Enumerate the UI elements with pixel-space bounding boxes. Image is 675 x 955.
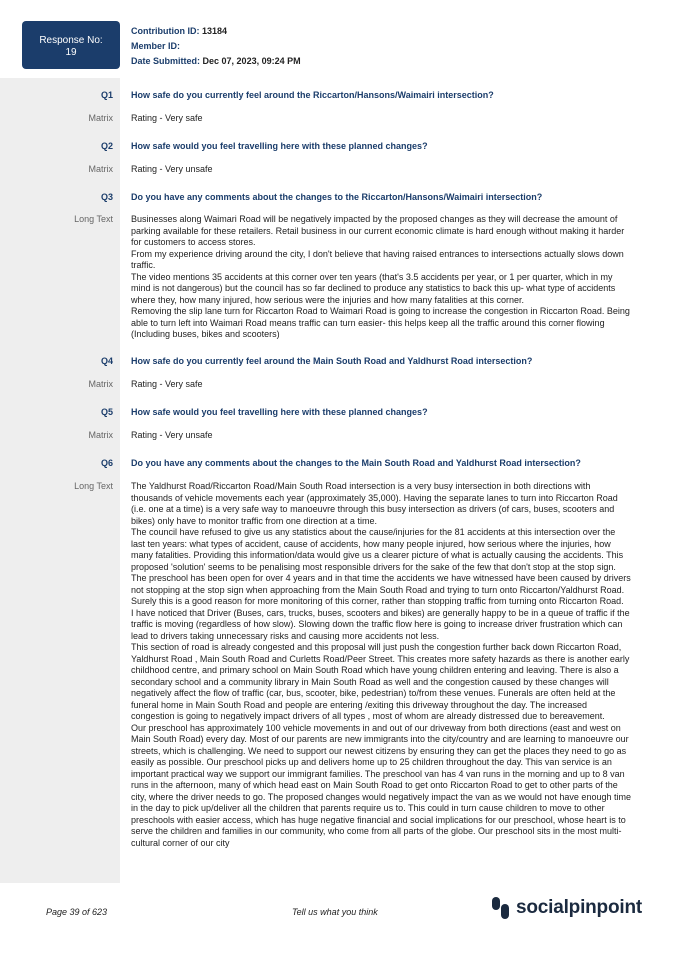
answer-paragraph: Businesses along Waimari Road will be negatively impacted by the proposed changes as they will decrease the amount of parking available for these retailers. Retail business in our current economic climate is hard enough without making it harder for customers to access stores.	[131, 214, 625, 247]
question-type: Long Text	[74, 214, 113, 224]
answer-text: Rating - Very safe	[131, 379, 203, 389]
answer-text-block	[131, 481, 631, 849]
submission-meta	[131, 24, 301, 69]
contribution-id-line	[131, 24, 301, 39]
answer-paragraph: This section of road is already congested and this proposal will just push the congestion further back down Riccarton Road, Yaldhurst Road , Main South Road and Curletts Road/Peer Street. This creates more safety hazards as there is another early childhood centre, and primary school on Main South Road which have young children entering and leaving. There is also a secondary school and a community library in Main South Road as well and the congestion caused by these changes will negatively affect the flow of traffic (car, bus, scooter, bike, pedestrian) to/from these venues. Funerals are often held at the funeral home in Main South Road and people are entering /exiting this driveway throughout the day. The increased congestion is going to negatively impact drivers of all types , most of whom are already distressed due to bereavement.	[131, 642, 630, 721]
answer-paragraph: I have noticed that Driver (Buses, cars, trucks, buses, scooters and bikes) are generally happy to be in a queue of traffic if the traffic is moving (regardless of how slow). Slowing down the traffic flow here is going to increase driver frustration which can lead to drivers taking unnecessary risks and causing more accidents not less.	[131, 607, 630, 641]
question-type: Matrix	[88, 430, 113, 440]
contribution-id-label: Contribution ID:	[131, 26, 200, 36]
answer-paragraph: The Yaldhurst Road/Riccarton Road/Main South Road intersection is a very busy intersection in both directions with thousands of vehicle movements each year (approximately 35,000). Having the separate lanes to turn into Riccarton Road (i.e. one at a time) is a very safe way to manoeuvre through this busy intersection as drivers (of cars, buses, scooters and bikes) only have to monitor traffic from one direction at a time.	[131, 481, 618, 526]
question-type: Matrix	[88, 379, 113, 389]
question-text: How safe do you currently feel around the Main South Road and Yaldhurst Road intersection?	[131, 356, 533, 366]
date-submitted-line	[131, 54, 301, 69]
question-number: Q2	[100, 141, 113, 151]
answer-text-block	[131, 214, 631, 341]
answer-paragraph: From my experience driving around the city, I don't believe that having raised entrances to intersections actually slows down traffic.	[131, 248, 624, 270]
question-type: Matrix	[88, 164, 113, 174]
page-number: Page 39 of 623	[46, 907, 108, 917]
response-number: 19	[65, 47, 77, 58]
socialpinpoint-logo	[492, 896, 642, 920]
answer-text: Rating - Very unsafe	[131, 164, 213, 174]
question-number: Q3	[100, 192, 113, 202]
contribution-id-value: 13184	[202, 26, 228, 36]
question-number: Q1	[100, 90, 113, 100]
question-text: How safe do you currently feel around the Riccarton/Hansons/Waimairi intersection?	[131, 90, 494, 100]
answer-paragraph: Our preschool has approximately 100 vehicle movements in and out of our driveway from both directions (east and west on Main South Road) every day. Most of our parents are new immigrants into the city/country and are learning to manoeuvre our streets, which is challenging. We need to support our newest citizens by ensuring they can get the places they need to go as easily as possible. Our preschool picks up and delivers home up to 25 children throughout the day. This van service is an important practical way we support our immigrant families. The preschool van has 4 van runs in the morning and up to 8 van runs in the afternoon, many of which head east on Main South Road to get onto Riccarton Road to get to other parts of the city, where the driver needs to go. The proposed changes would negatively impact the van as we would not have enough time in the day to pick up/deliver all the children that parents require us to. This could in turn cause children to move to other preschools with easier access, which has huge negative financial and social implications for our preschool, whose heart is to serve the children and families in our community, who come from all parts of the globe. Our preschool sits in the most multi-cultural corner of our city	[131, 722, 631, 848]
answer-paragraph: The video mentions 35 accidents at this corner over ten years (that's 3.5 accidents per year, or 1 per quarter, which in my mind is not dangerous) but the council has so far declined to produce any statistics to back this up- what type of accidents where they, how many injured, how serious were the injuries and how many fatalities at this corner.	[131, 271, 616, 305]
member-id-line	[131, 39, 301, 54]
question-number: Q5	[100, 407, 113, 417]
question-number: Q4	[100, 356, 113, 366]
question-text: Do you have any comments about the changes to the Riccarton/Hansons/Waimairi intersection?	[131, 192, 543, 202]
answer-text: Rating - Very unsafe	[131, 430, 213, 440]
date-submitted-label: Date Submitted:	[131, 56, 201, 66]
member-id-label: Member ID:	[131, 41, 181, 51]
socialpinpoint-logo-icon	[492, 897, 510, 919]
response-number-badge	[22, 21, 120, 69]
question-text: How safe would you feel travelling here with these planned changes?	[131, 407, 428, 417]
footer-tagline: Tell us what you think	[292, 907, 378, 917]
question-type: Matrix	[88, 113, 113, 123]
question-type: Long Text	[74, 481, 113, 491]
date-submitted-value: Dec 07, 2023, 09:24 PM	[202, 56, 301, 66]
question-text: How safe would you feel travelling here with these planned changes?	[131, 141, 428, 151]
answer-text: Rating - Very safe	[131, 113, 203, 123]
question-number: Q6	[100, 458, 113, 468]
response-label: Response No:	[39, 35, 103, 46]
question-text: Do you have any comments about the changes to the Main South Road and Yaldhurst Road intersection?	[131, 458, 581, 468]
logo-text: socialpinpoint	[516, 897, 642, 918]
answer-paragraph: Removing the slip lane turn for Riccarton Road to Waimari Road is going to increase the congestion in Riccarton Road. Being able to turn left into Waimari Road means traffic can turn easier- this helps keep all the traffic around this corner flowing (Including buses, bikes and scooters)	[131, 306, 630, 339]
answer-paragraph: The council have refused to give us any statistics about the cause/injuries for the 81 accidents at this intersection over the last ten years: what types of accident, cause of accidents, how many people injured, how serious where the injuries, how many fatalities. Providing this information/data would give us a clearer picture of what is actually causing the accidents. This proposed 'solution' seems to be penalising most responsible drivers for the sake of the few that don't stop at the stop sign. The preschool has been open for over 4 years and in that time the accidents we have witnessed have been caused by drivers not stopping at the stop sign when approaching from the Main South Road and trying to turn onto Riccarton/Yaldhurst Road. Surely this is a good reason for more monitoring of this corner, rather than stopping traffic from turning onto Riccarton Road.	[131, 527, 631, 606]
